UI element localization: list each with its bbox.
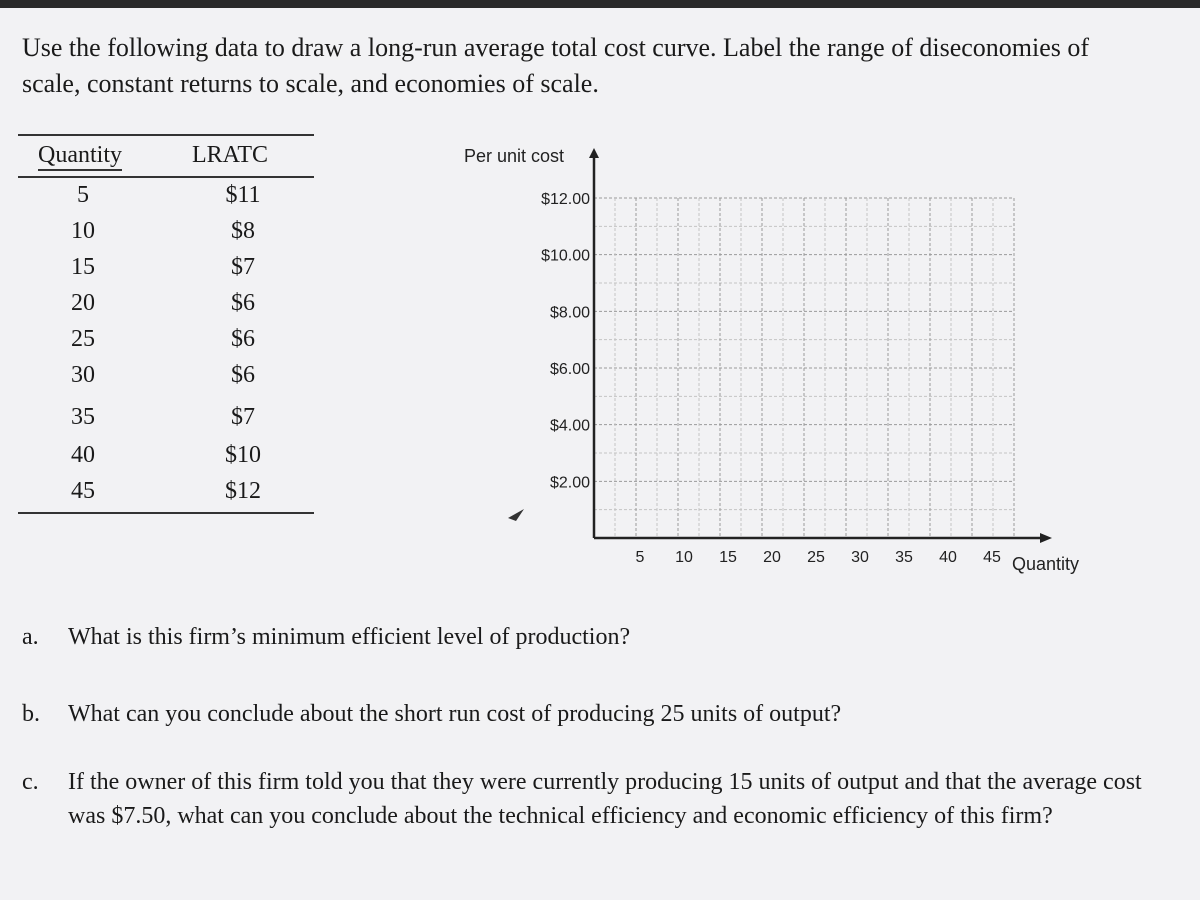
cell-quantity: 5 <box>77 182 89 208</box>
x-axis-title: Quantity <box>1012 554 1080 574</box>
header-lratc: LRATC <box>192 142 269 168</box>
x-tick-label: 35 <box>895 549 913 566</box>
table-row <box>18 182 314 218</box>
cell-quantity: 10 <box>71 218 95 244</box>
table-bottom-rule <box>18 512 314 514</box>
x-tick-label: 20 <box>763 549 781 566</box>
table-row <box>18 326 314 362</box>
cell-lratc: $8 <box>231 218 255 244</box>
table-header-rule <box>18 176 314 178</box>
table-row <box>18 362 314 398</box>
cell-quantity: 15 <box>71 254 95 280</box>
x-tick-label: 45 <box>983 549 1001 566</box>
y-tick-label: $8.00 <box>549 304 590 322</box>
x-axis-arrow-icon <box>1040 533 1052 543</box>
cell-quantity: 40 <box>71 442 95 468</box>
cell-quantity: 25 <box>71 326 95 352</box>
cell-lratc: $11 <box>225 182 261 208</box>
cell-lratc: $10 <box>225 442 261 468</box>
y-tick-label: $10.00 <box>541 247 590 265</box>
y-tick-label: $4.00 <box>549 417 590 435</box>
table-top-rule <box>18 134 314 136</box>
cell-quantity: 20 <box>71 290 95 316</box>
table-row <box>18 254 314 290</box>
question-letter: b. <box>22 701 40 727</box>
blank-cost-grid <box>440 138 1100 588</box>
question-text: What can you conclude about the short run cost of producing 25 units of output? <box>68 701 842 727</box>
y-tick-labels <box>541 191 590 491</box>
cell-quantity: 45 <box>71 478 95 504</box>
pointer-cursor-icon <box>508 509 524 521</box>
y-axis-title: Per unit cost <box>464 146 565 166</box>
table-row <box>18 218 314 254</box>
cell-quantity: 35 <box>71 404 95 430</box>
cell-lratc: $6 <box>231 362 255 388</box>
x-tick-label: 30 <box>851 549 869 566</box>
y-tick-label: $12.00 <box>541 191 590 208</box>
cell-lratc: $12 <box>225 478 261 504</box>
table-row <box>18 404 314 440</box>
question-letter: a. <box>22 624 39 650</box>
cell-lratc: $7 <box>231 404 255 430</box>
header-quantity: Quantity <box>38 142 122 171</box>
y-tick-label: $6.00 <box>549 361 590 378</box>
question-text: If the owner of this firm told you that they were currently producing 15 units of output and that the average cost was $7.50, what can you conclude about the technical efficiency and economic efficiency of this firm? <box>68 769 1142 829</box>
x-tick-label: 40 <box>939 549 957 566</box>
question-letter: c. <box>22 769 39 795</box>
x-tick-label: 5 <box>635 549 645 566</box>
grid-lines <box>594 198 1014 538</box>
top-edge-bar <box>0 0 1200 8</box>
table-row <box>18 442 314 478</box>
cell-lratc: $7 <box>231 254 255 280</box>
question-text: What is this firm’s minimum efficient level of production? <box>68 624 631 650</box>
cell-lratc: $6 <box>231 326 255 352</box>
x-tick-label: 15 <box>719 549 737 566</box>
x-tick-label: 10 <box>675 549 693 566</box>
cell-quantity: 30 <box>71 362 95 388</box>
table-row <box>18 478 314 514</box>
cell-lratc: $6 <box>231 290 255 316</box>
y-tick-label: $2.00 <box>549 474 590 492</box>
x-tick-label: 25 <box>807 549 825 566</box>
x-tick-labels <box>636 549 1001 566</box>
instructions-text: Use the following data to draw a long-run average total cost curve. Label the range of diseconomies of scale, constant returns to scale, and economies of scale. <box>22 33 1090 98</box>
y-axis-arrow-icon <box>589 148 599 158</box>
table-row <box>18 290 314 326</box>
